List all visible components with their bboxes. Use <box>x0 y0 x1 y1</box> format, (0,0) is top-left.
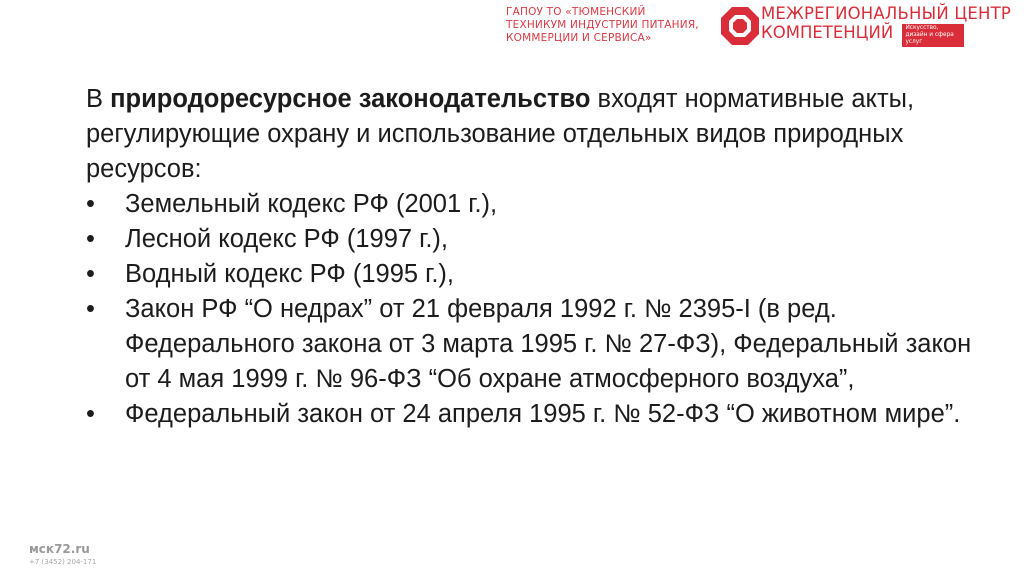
organization-line-1: ГАПОУ ТО «ТЮМЕНСКИЙ <box>506 6 646 18</box>
intro-paragraph <box>86 82 986 187</box>
list-item: • Закон РФ “О недрах” от 21 февраля 1992 г. № 2395-I (в ред. Федерального закона от 3 марта 1995 г. № 27-ФЗ), Федеральный закон от 4 мая 1999 г. № 96-ФЗ “Об охране атмосферного воздуха”, <box>86 292 986 397</box>
logo-subtitle-box: Искусство, дизайн и сфера услуг <box>902 24 964 47</box>
red-octagon-logo-icon <box>720 6 760 46</box>
list-item: • Земельный кодекс РФ (2001 г.), <box>86 187 986 222</box>
list-item: • Водный кодекс РФ (1995 г.), <box>86 257 986 292</box>
law-list <box>86 187 986 432</box>
footer-phone: +7 (3452) 204-171 <box>29 558 97 566</box>
list-item: • Лесной кодекс РФ (1997 г.), <box>86 222 986 257</box>
intro-emphasis: природоресурсное законодательство <box>110 85 591 113</box>
footer-website: мск72.ru <box>29 542 90 556</box>
organization-line-3: КОММЕРЦИИ И СЕРВИСА» <box>506 32 652 44</box>
logo-title-line-2: КОМПЕТЕНЦИЙ <box>761 23 894 42</box>
intro-text-start: В <box>86 85 111 113</box>
list-item: • Федеральный закон от 24 апреля 1995 г. № 52-ФЗ “О животном мире”. <box>86 397 986 432</box>
slide-body <box>86 82 986 432</box>
intro-text-end: входят нормативные акты, регулирующие охрану и использование отдельных видов природных ресурсов: <box>86 85 915 183</box>
logo-title-line-1: МЕЖРЕГИОНАЛЬНЫЙ ЦЕНТР <box>761 4 1012 23</box>
competence-center-logo <box>761 4 1023 47</box>
organization-name <box>506 6 718 45</box>
organization-line-2: ТЕХНИКУМ ИНДУСТРИИ ПИТАНИЯ, <box>506 19 699 31</box>
